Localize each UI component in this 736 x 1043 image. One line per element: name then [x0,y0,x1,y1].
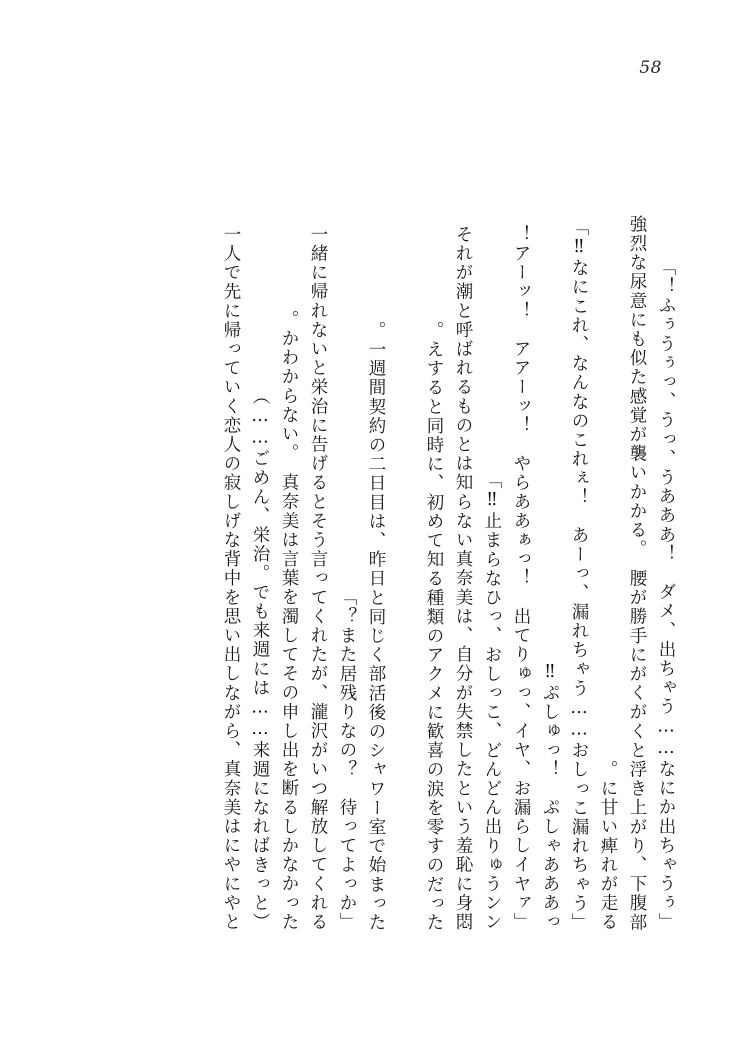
text-column [384,112,413,932]
text-column: それが潮と呼ばれるものとは知らない真奈美は、自分が失禁したという羞恥に身悶 [453,225,473,932]
text-column: 「アーッ！ アアーッ！ やらああぁっ！ 出てりゅっ、イヤ、お漏らしイヤァ！ [511,225,531,932]
text-column: （ごめん、栄治。でも来週には……来週になればきっと……） [250,387,270,932]
text-column: 一週間契約の二日目は、昨日と同じく部活後のシャワー室で始まった。 [366,320,386,932]
text-column: 一人で先に帰っていく恋人の寂しげな背中を思い出しながら、真奈美はにやにやと [221,225,241,932]
text-column: 「ふぅうぅっ、うっ、うあああ！ ダメ、出ちゃう……なにか出ちゃうぅ！」 [656,258,676,932]
text-column: 止まらなひっ、おしっこ、どんどん出りゅうンン‼」 [482,471,502,932]
text-column: に甘い痺れが走る。 [598,760,618,932]
vertical-text-body [70,112,674,932]
text-column: 「なにこれ、なんなのこれぇ！ あーっ、漏れちゃう……おしっこ漏れちゃう‼」 [569,217,589,932]
text-column: 「また居残りなの？ 待ってよっか？」 [337,588,357,932]
page-number: 58 [639,58,662,78]
text-column: 強烈な尿意にも似た感覚が襲いかかる。 腰が勝手にがくがくと浮き上がり、下腹部 [627,214,647,932]
text-column: えすると同時に、初めて知る種類のアクメに歓喜の涙を零すのだった。 [424,320,444,932]
text-column: 一緒に帰れないと栄治に告げるとそう言ってくれたが、瀧沢がいつ解放してくれる [308,225,328,932]
text-column: ぷしゅっ！ ぷしゃあああっ‼ [540,662,560,932]
text-column: かわからない。 真奈美は言葉を濁してその申し出を断るしかなかった。 [279,310,299,932]
